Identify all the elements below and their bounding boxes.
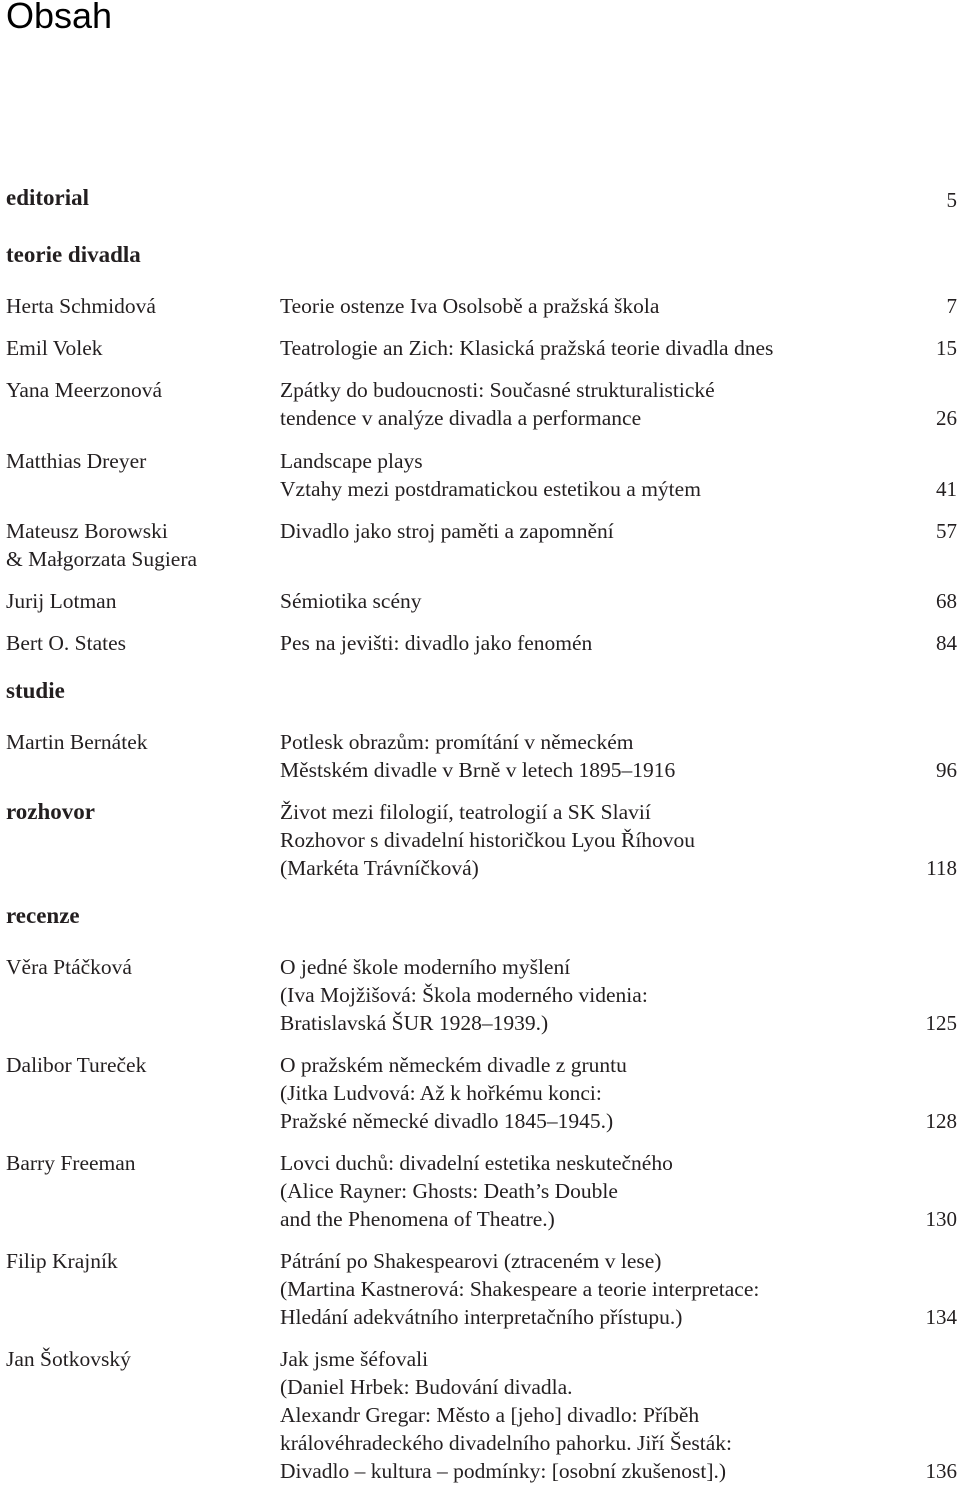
page-number: 84 — [936, 631, 957, 655]
entry-title: Teorie ostenze Iva Osolsobě a pražská škola — [280, 294, 660, 318]
page-number: 136 — [925, 1459, 957, 1483]
section-heading-editorial: editorial — [6, 185, 90, 210]
page-number: 41 — [936, 477, 957, 501]
page-number: 26 — [936, 406, 957, 430]
entry-author: Herta Schmidová — [6, 294, 156, 318]
entry-author: Bert O. States — [6, 631, 127, 655]
entry-title: Landscape plays Vztahy mezi postdramatickou estetikou a mýtem — [280, 449, 701, 501]
section-heading-recenze: recenze — [6, 903, 80, 928]
entry-title: Teatrologie an Zich: Klasická pražská teorie divadla dnes — [280, 336, 774, 360]
entry-title: Potlesk obrazům: promítání v německém Městském divadle v Brně v letech 1895–1916 — [280, 730, 676, 782]
entry-author: Yana Meerzonová — [6, 378, 163, 402]
entry-title: Pes na jevišti: divadlo jako fenomén — [280, 631, 593, 655]
entry-title: O jedné škole moderního myšlení (Iva Mojžišová: Škola moderného videnia: Bratislavská ŠUR 1928–1939.) — [280, 955, 648, 1035]
page-number: 134 — [925, 1305, 957, 1329]
section-heading-rozhovor: rozhovor — [6, 799, 96, 824]
entry-author: Dalibor Tureček — [6, 1053, 147, 1077]
entry-author: Jan Šotkovský — [6, 1347, 131, 1371]
entry-author: Jurij Lotman — [6, 589, 117, 613]
page-number: 57 — [936, 519, 957, 543]
entry-author: Barry Freeman — [6, 1151, 136, 1175]
entry-title: Život mezi filologií, teatrologií a SK Slavií Rozhovor s divadelní historičkou Lyou Říhovou (Markéta Trávníčková) — [280, 800, 696, 880]
entry-title: Pátrání po Shakespearovi (ztraceném v lese) (Martina Kastnerová: Shakespeare a teorie interpretace: Hledání adekvátního interpretačního přístupu.) — [280, 1249, 760, 1329]
page-number: 7 — [946, 294, 957, 318]
entry-author: Mateusz Borowski & Małgorzata Sugiera — [6, 519, 198, 571]
entry-title: Jak jsme šéfovali (Daniel Hrbek: Budování divadla. Alexandr Gregar: Město a [jeho] divadlo: Příběh královéhradeckého divadelního pahorku. Jiří Šesták: Divadlo – kultura – podmínky: [osobní zkušenost].) — [280, 1347, 732, 1483]
entry-title: O pražském německém divadle z gruntu (Jitka Ludvová: Až k hořkému konci: Pražské německé divadlo 1845–1945.) — [280, 1053, 627, 1133]
entry-author: Emil Volek — [6, 336, 103, 360]
entry-author: Martin Bernátek — [6, 730, 148, 754]
page-title: Obsah — [6, 0, 113, 36]
page-number: 15 — [936, 336, 957, 360]
page-number: 96 — [936, 758, 957, 782]
entry-author: Věra Ptáčková — [6, 955, 132, 979]
entry-author: Matthias Dreyer — [6, 449, 147, 473]
page-number: 125 — [925, 1011, 957, 1035]
page-number: 128 — [925, 1109, 957, 1133]
section-heading-studie: studie — [6, 678, 65, 703]
entry-title: Sémiotika scény — [280, 589, 422, 613]
entry-title: Divadlo jako stroj paměti a zapomnění — [280, 519, 614, 543]
page-number: 68 — [936, 589, 957, 613]
entry-title: Lovci duchů: divadelní estetika neskutečného (Alice Rayner: Ghosts: Death’s Double and the Phenomena of Theatre.) — [280, 1151, 673, 1231]
entry-author: Filip Krajník — [6, 1249, 118, 1273]
page-number: 130 — [925, 1207, 957, 1231]
page-number: 5 — [946, 188, 957, 212]
page-number: 118 — [926, 856, 957, 880]
entry-title: Zpátky do budoucnosti: Současné strukturalistické tendence v analýze divadla a performance — [280, 378, 715, 430]
section-heading-teorie-divadla: teorie divadla — [6, 242, 141, 267]
